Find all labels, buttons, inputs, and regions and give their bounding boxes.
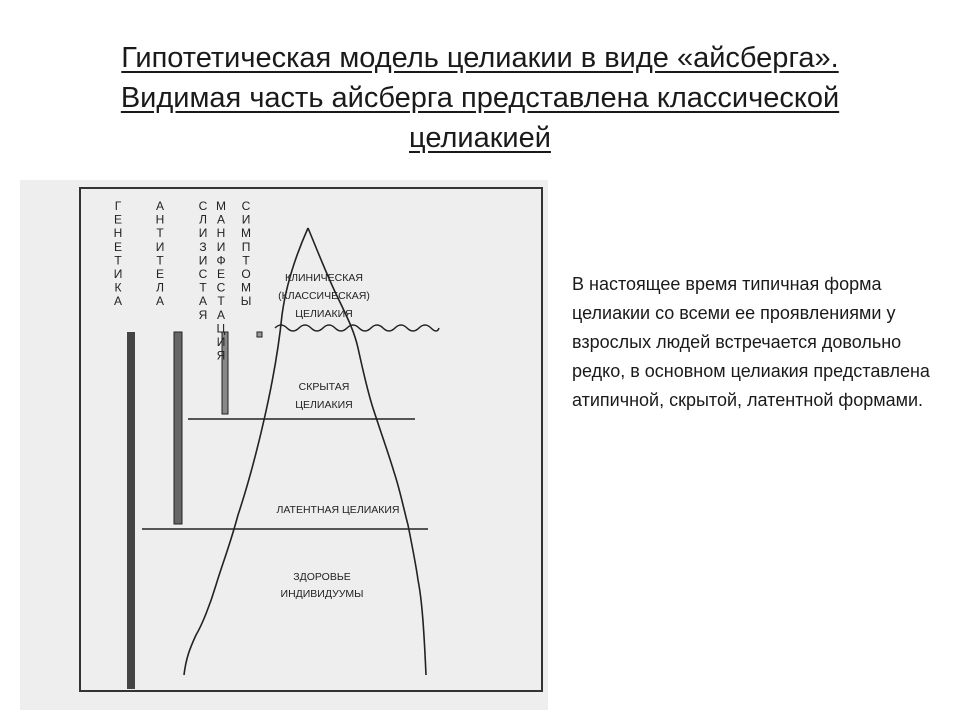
- slide-title: [30, 38, 930, 158]
- column-letter: И: [216, 239, 226, 254]
- hidden-label-2: ЦЕЛИАКИЯ: [295, 399, 353, 411]
- column-letter: Н: [155, 212, 165, 227]
- clinical-label-1: КЛИНИЧЕСКАЯ: [285, 272, 363, 284]
- latent-label: ЛАТЕНТНАЯ ЦЕЛИАКИЯ: [276, 504, 400, 516]
- column-letter: И: [155, 239, 165, 254]
- column-letter: А: [216, 307, 226, 322]
- column-letter: Т: [114, 253, 122, 268]
- column-letter: Т: [217, 294, 225, 309]
- column-letter: Т: [199, 280, 207, 295]
- column-letter: И: [216, 335, 226, 349]
- column-mucosa: [199, 199, 208, 322]
- column-letter: А: [198, 294, 208, 309]
- column-letter: Т: [242, 253, 250, 268]
- column-letter: М: [216, 199, 226, 213]
- column-letter: Л: [199, 212, 207, 227]
- title-line: целиакией: [409, 122, 551, 154]
- title-line: Видимая часть айсберга представлена классической: [120, 82, 840, 114]
- column-letter: Я: [216, 348, 226, 363]
- column-letter: А: [216, 212, 226, 227]
- column-letter: И: [113, 267, 123, 281]
- column-letter: С: [216, 280, 226, 295]
- healthy-label-1: ЗДОРОВЬЕ: [293, 571, 351, 583]
- clinical-label-3: ЦЕЛИАКИЯ: [295, 308, 353, 320]
- genetics-bar: [127, 332, 135, 689]
- column-letter: С: [198, 267, 208, 281]
- column-letter: Ы: [240, 294, 252, 309]
- column-letter: К: [114, 280, 122, 295]
- hidden-label-1: СКРЫТАЯ: [298, 381, 350, 393]
- column-letter: Т: [156, 226, 164, 241]
- column-letter: А: [155, 294, 165, 309]
- column-letter: Е: [113, 212, 123, 227]
- column-letter: А: [155, 199, 165, 213]
- healthy-label-2: ИНДИВИДУУМЫ: [280, 588, 364, 600]
- column-letter: З: [199, 239, 207, 254]
- column-letter: Н: [113, 226, 123, 241]
- column-letter: С: [241, 199, 251, 213]
- description-text: В настоящее время типичная форма целиакии со всеми ее проявлениями у взрослых людей встречается довольно редко, в основном целиакия представлена атипичной, скрытой, латентной формами.: [572, 274, 930, 410]
- column-letter: О: [241, 267, 251, 281]
- antibodies-bar: [174, 332, 182, 524]
- column-letter: Е: [216, 267, 226, 281]
- column-letter: Ф: [216, 253, 226, 268]
- symptoms-bar: [257, 332, 262, 337]
- column-letter: Ц: [216, 321, 226, 336]
- iceberg-svg: [20, 180, 548, 710]
- iceberg-diagram: [20, 180, 548, 710]
- column-letter: И: [241, 212, 251, 227]
- column-letter: Г: [114, 199, 122, 213]
- column-letter: С: [198, 199, 208, 213]
- column-letter: Т: [156, 253, 164, 268]
- title-line: Гипотетическая модель целиакии в виде «айсберга».: [121, 42, 839, 74]
- column-letter: П: [241, 239, 251, 254]
- column-letter: М: [241, 226, 251, 241]
- water-line: [275, 325, 439, 331]
- column-letter: М: [241, 280, 251, 295]
- column-genetics: [114, 199, 123, 308]
- column-letter: А: [113, 294, 123, 309]
- clinical-label-2: (КЛАССИЧЕСКАЯ): [278, 290, 370, 302]
- column-manifestation: [216, 199, 226, 363]
- column-letter: Л: [156, 280, 164, 295]
- column-letter: Н: [216, 226, 226, 241]
- column-letter: Е: [155, 267, 165, 281]
- column-symptoms: [241, 199, 252, 308]
- column-letter: Я: [198, 307, 208, 322]
- column-letter: И: [198, 253, 208, 268]
- column-letter: Е: [113, 239, 123, 254]
- column-antibodies: [156, 199, 165, 308]
- column-letter: И: [198, 226, 208, 241]
